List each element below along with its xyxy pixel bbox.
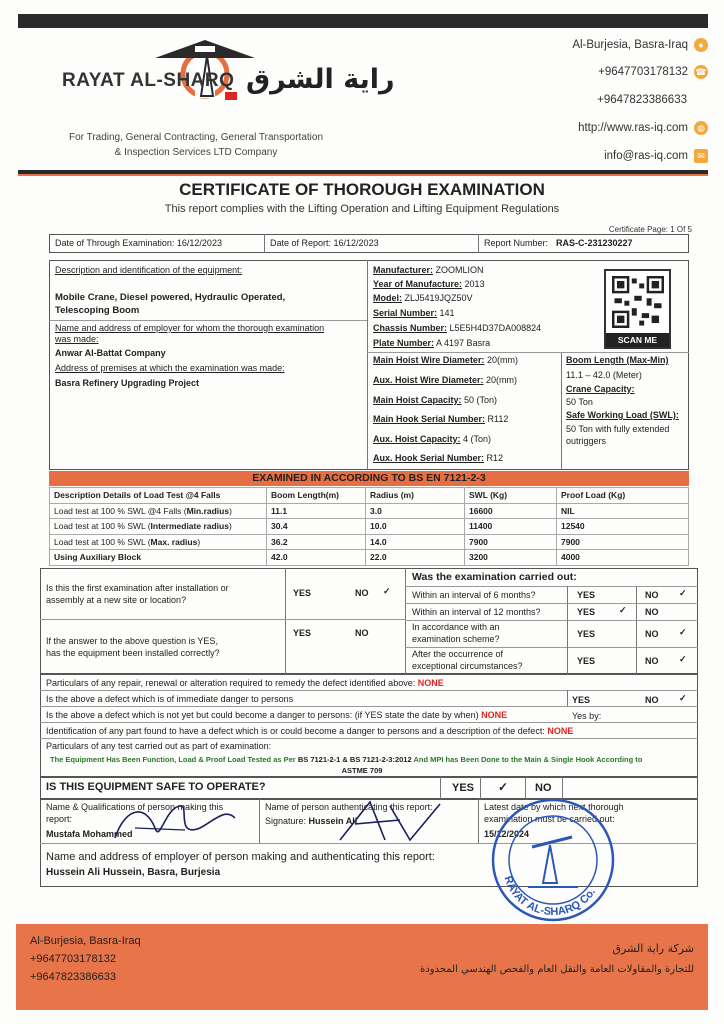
report-number-label: Report Number: — [484, 238, 549, 248]
immediate-yes[interactable]: YES — [572, 695, 591, 705]
c3-yes[interactable]: YES — [577, 629, 596, 639]
maker-name: Mustafa Mohammed — [46, 829, 133, 839]
certificate-page-number: Certificate Page: 1 Of 5 — [608, 225, 692, 234]
row-description: Load test at 100 % SWL (Intermediate radius) — [50, 519, 267, 535]
immediate-no-check: ✓ — [679, 693, 687, 703]
table-row — [50, 519, 689, 535]
footer-arabic-name: شركة راية الشرق — [612, 942, 694, 955]
auth-name: Hussein Ali — [308, 816, 358, 826]
immediate-no[interactable]: NO — [645, 695, 659, 705]
row-boom: 30.4 — [267, 519, 366, 535]
c3-no-check: ✓ — [679, 627, 687, 637]
main-cap-label: Main Hoist Capacity: — [373, 395, 462, 405]
identification-none: NONE — [547, 726, 574, 736]
row-swl: 3200 — [465, 550, 557, 566]
chassis-label: Chassis Number: — [373, 323, 448, 333]
row-boom: 11.1 — [267, 503, 366, 519]
table-row — [50, 503, 689, 519]
crane-cap-value: 50 Ton — [566, 397, 593, 407]
next-label-1: Latest date by which next thorough — [484, 802, 624, 812]
phone-2-text: +9647823386633 — [597, 94, 687, 106]
model-value: ZLJ5419JQZ50V — [404, 293, 473, 303]
model-row — [373, 293, 473, 304]
header-divider-accent — [18, 174, 708, 176]
globe-icon: ◍ — [694, 121, 708, 135]
q1-no-check: ✓ — [383, 586, 391, 596]
serial-label: Serial Number: — [373, 308, 438, 318]
tests-label: Particulars of any test carried out as part of examination: — [46, 741, 272, 751]
maker-signature — [105, 798, 245, 846]
aux-hook-label: Aux. Hook Serial Number: — [373, 453, 485, 463]
row-proof: 12540 — [557, 519, 689, 535]
contact-email[interactable] — [604, 149, 708, 163]
main-cap-row — [373, 395, 497, 406]
employer-label-2: was made: — [55, 334, 99, 344]
tagline-line-2: & Inspection Services LTD Company — [114, 147, 278, 158]
year-row — [373, 279, 485, 290]
row-swl: 11400 — [465, 519, 557, 535]
safe-yes[interactable]: YES — [452, 782, 475, 794]
aux-wire-label: Aux. Hoist Wire Diameter: — [373, 375, 484, 385]
th-boom: Boom Length(m) — [267, 488, 366, 504]
repair-row — [46, 678, 444, 689]
contact-phone-2 — [597, 94, 687, 106]
qr-pattern — [612, 276, 664, 328]
c1-no-check: ✓ — [679, 588, 687, 598]
q2-no[interactable]: NO — [355, 628, 369, 638]
q1-yes[interactable]: YES — [293, 588, 312, 598]
qr-scan-label: SCAN ME — [606, 333, 669, 347]
envelope-icon: ✉ — [694, 149, 708, 163]
aux-cap-label: Aux. Hoist Capacity: — [373, 434, 461, 444]
repair-text: Particulars of any repair, renewal or alteration required to remedy the defect identified above: — [46, 678, 416, 688]
c3-no[interactable]: NO — [645, 629, 659, 639]
row-description: Load test at 100 % SWL (Max. radius) — [50, 534, 267, 550]
c4-line-2: exceptional circumstances? — [412, 661, 523, 671]
contact-address — [572, 38, 708, 52]
maker-label-1: Name & Qualifications of person making this — [46, 802, 224, 812]
exam-date: Date of Through Examination: 16/12/2023 — [55, 238, 222, 248]
c1-no[interactable]: NO — [645, 590, 659, 600]
row-boom: 42.0 — [267, 550, 366, 566]
tests-line-1: The Equipment Has Been Function, Load & Proof Load Tested as Per BS 7121-2-1 & BS 7121-2-3:2012 And MPI has Been Done to the Main & Single Hook According to — [50, 755, 643, 764]
plate-row — [373, 338, 490, 349]
footer — [16, 924, 708, 1010]
row-radius: 14.0 — [366, 534, 465, 550]
safe-yes-check: ✓ — [498, 780, 509, 794]
chassis-value: L5E5H4D37DA008824 — [449, 323, 542, 333]
row-description: Load test at 100 % SWL @4 Falls (Min.radius) — [50, 503, 267, 519]
q2-yes[interactable]: YES — [293, 628, 312, 638]
q1-line-1: Is this the first examination after installation or — [46, 583, 229, 593]
main-cap-value: 50 (Ton) — [464, 395, 498, 405]
website-link[interactable]: http://www.ras-iq.com — [578, 122, 688, 134]
q2-line-1: If the answer to the above question is YES, — [46, 636, 218, 646]
header-top-bar — [18, 14, 708, 28]
c4-yes[interactable]: YES — [577, 656, 596, 666]
email-link[interactable]: info@ras-iq.com — [604, 150, 688, 162]
manufacturer-row — [373, 265, 484, 276]
table-row — [50, 550, 689, 566]
desc-label: Description and identification of the equipment: — [55, 265, 243, 275]
certificate-title: CERTIFICATE OF THOROUGH EXAMINATION — [179, 180, 545, 199]
employer-label-1: Name and address of employer for whom the thorough examination — [55, 323, 325, 333]
aux-cap-value: 4 (Ton) — [463, 434, 492, 444]
c1-text: Within an interval of 6 months? — [412, 590, 536, 600]
plate-value: A 4197 Basra — [436, 338, 491, 348]
report-number: RAS-C-231230227 — [556, 238, 633, 248]
future-danger-text: Is the above a defect which is not yet but could become a danger to persons: (if YES state the date by when) — [46, 710, 479, 720]
row-swl: 7900 — [465, 534, 557, 550]
boom-label: Boom Length (Max-Min) — [566, 355, 669, 365]
c2-yes-check: ✓ — [619, 605, 627, 615]
stamp-text: RAYAT AL-SHARQ Co. — [501, 874, 599, 919]
footer-address: Al-Burjesia, Basra-Iraq — [30, 935, 141, 947]
location-icon: ● — [694, 38, 708, 52]
safe-question: IS THIS EQUIPMENT SAFE TO OPERATE? — [46, 781, 266, 793]
employer-auth-name: Hussein Ali Hussein, Basra, Burjesia — [46, 867, 221, 878]
plate-label: Plate Number: — [373, 338, 435, 348]
certificate-subtitle: This report complies with the Lifting Operation and Lifting Equipment Regulations — [164, 203, 560, 215]
th-description: Description Details of Load Test @4 Falls — [50, 488, 267, 504]
tagline-line-1: For Trading, General Contracting, General Transportation — [68, 132, 324, 143]
table-row — [50, 534, 689, 550]
row-proof: 4000 — [557, 550, 689, 566]
aux-hook-row — [373, 453, 503, 464]
row-radius: 3.0 — [366, 503, 465, 519]
premises-label: Address of premises at which the examination was made: — [55, 363, 285, 373]
main-hook-row — [373, 414, 508, 425]
employer-name: Anwar Al-Battat Company — [55, 348, 166, 358]
table-header-row — [50, 488, 689, 504]
future-danger-row — [46, 710, 507, 721]
carried-out-title: Was the examination carried out: — [412, 571, 577, 583]
c2-yes[interactable]: YES — [577, 607, 596, 617]
boom-value: 11.1 – 42.0 (Meter) — [566, 370, 642, 380]
report-date: Date of Report: 16/12/2023 — [270, 238, 379, 248]
brand-name-ar: راية الشرق — [246, 64, 395, 95]
footer-phone-1: +9647703178132 — [30, 953, 116, 965]
phone-icon: ☎ — [695, 67, 707, 77]
auth-signature — [330, 796, 450, 846]
company-stamp — [488, 795, 618, 925]
main-hook-value: R112 — [487, 414, 509, 424]
manufacturer-value: ZOOMLION — [435, 265, 484, 275]
row-swl: 16600 — [465, 503, 557, 519]
c1-yes[interactable]: YES — [577, 590, 596, 600]
crane-cap-label: Crane Capacity: — [566, 384, 635, 394]
c4-no[interactable]: NO — [645, 656, 659, 666]
c2-text: Within an interval of 12 months? — [412, 607, 541, 617]
row-boom: 36.2 — [267, 534, 366, 550]
row-description: Using Auxiliary Block — [50, 550, 267, 566]
c3-line-1: In accordance with an — [412, 622, 500, 632]
safe-no[interactable]: NO — [535, 782, 552, 794]
auth-label: Name of person authenticating this report: — [265, 802, 433, 812]
repair-none: NONE — [417, 678, 444, 688]
q1-no[interactable]: NO — [355, 588, 369, 598]
identification-row — [46, 726, 573, 737]
c4-line-1: After the occurrence of — [412, 649, 504, 659]
q1-line-2: assembly at a new site or location? — [46, 595, 187, 605]
auth-signature-label: Signature: — [265, 816, 307, 826]
footer-arabic-desc: للتجارة والمقاولات العامة والنقل العام والفحص الهندسي المحدودة — [420, 964, 694, 975]
main-wire-value: 20(mm) — [486, 355, 518, 365]
contact-website[interactable] — [578, 121, 708, 135]
identification-text: Identification of any part found to have a defect which is or could become a danger to persons and a description of the defect: — [46, 726, 545, 736]
main-hook-label: Main Hook Serial Number: — [373, 414, 486, 424]
row-proof: NIL — [557, 503, 689, 519]
swl-label: Safe Working Load (SWL): — [566, 410, 679, 420]
main-wire-label: Main Hoist Wire Diameter: — [373, 355, 485, 365]
contact-phone-1 — [598, 65, 708, 79]
c3-line-2: examination scheme? — [412, 634, 500, 644]
main-wire-row — [373, 355, 518, 366]
swl-line-1: 50 Ton with fully extended — [566, 424, 670, 434]
maker-label-2: report: — [46, 814, 73, 824]
standard-bar: EXAMINED IN ACCORDING TO BS EN 7121-2-3 — [49, 471, 689, 486]
chassis-row — [373, 323, 541, 334]
aux-wire-value: 20(mm) — [485, 375, 517, 385]
manufacturer-label: Manufacturer: — [373, 265, 434, 275]
c2-no[interactable]: NO — [645, 607, 659, 617]
swl-line-2: outriggers — [566, 436, 607, 446]
th-proof: Proof Load (Kg) — [557, 488, 689, 504]
year-label: Year of Manufacture: — [373, 279, 463, 289]
row-radius: 10.0 — [366, 519, 465, 535]
qr-code[interactable] — [604, 269, 671, 349]
c4-no-check: ✓ — [679, 654, 687, 664]
footer-phone-2: +9647823386633 — [30, 971, 116, 983]
phone-1-text: +9647703178132 — [598, 66, 688, 78]
desc-line-1: Mobile Crane, Diesel powered, Hydraulic Operated, — [55, 292, 286, 303]
year-value: 2013 — [464, 279, 485, 289]
load-test-table — [49, 487, 689, 566]
premises-name: Basra Refinery Upgrading Project — [55, 378, 200, 388]
next-label-2: examination must be carried out: — [484, 814, 615, 824]
th-radius: Radius (m) — [366, 488, 465, 504]
aux-cap-row — [373, 434, 491, 445]
row-proof: 7900 — [557, 534, 689, 550]
future-danger-none: NONE — [481, 710, 508, 720]
aux-hook-value: R12 — [486, 453, 504, 463]
row-radius: 22.0 — [366, 550, 465, 566]
serial-row — [373, 308, 455, 319]
tests-line-2: ASTME 709 — [341, 766, 383, 775]
brand-name-en: RAYAT AL-SHARQ — [62, 70, 235, 91]
model-label: Model: — [373, 293, 402, 303]
aux-wire-row — [373, 375, 517, 386]
employer-auth-label: Name and address of employer of person making and authenticating this report: — [46, 851, 435, 863]
serial-value: 141 — [439, 308, 455, 318]
yes-by-label: Yes by: — [572, 711, 602, 721]
immediate-danger-text: Is the above a defect which is of immediate danger to persons — [46, 694, 294, 704]
next-date: 15/12/2024 — [484, 829, 530, 839]
desc-line-2: Telescoping Boom — [55, 305, 140, 316]
q2-line-2: has the equipment been installed correctly? — [46, 648, 220, 658]
th-swl: SWL (Kg) — [465, 488, 557, 504]
address-text: Al-Burjesia, Basra-Iraq — [572, 39, 688, 51]
